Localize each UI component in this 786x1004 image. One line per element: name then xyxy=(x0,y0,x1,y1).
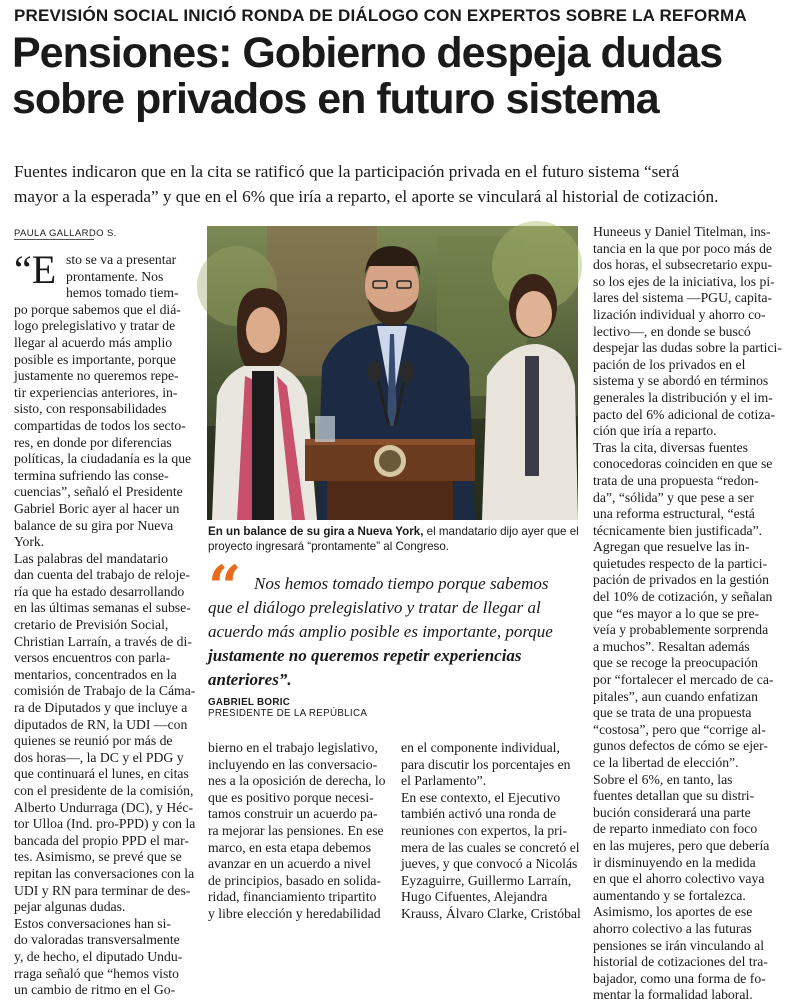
text-line: Las palabras del mandatario xyxy=(14,550,168,566)
text-line: en que el ahorro colectivo vaya xyxy=(593,871,765,887)
text-line: y, de hecho, el diputado Undu- xyxy=(14,948,183,964)
text-line: rraga señaló que “hemos visto xyxy=(14,965,179,981)
text-line: bancada del propio PPD el mar- xyxy=(14,832,189,848)
text-line: despejar las dudas sobre la partici- xyxy=(593,340,782,356)
text-line: ir disminuyendo en la medida xyxy=(593,854,756,870)
text-line: a muchos”. Resaltan además xyxy=(593,638,750,654)
text-line: sisto, con responsabilidades xyxy=(14,401,167,417)
column-3 xyxy=(401,740,581,923)
text-line: versos encuentros con parla- xyxy=(14,650,171,666)
text-line: UDI y RN para terminar de des- xyxy=(14,882,191,898)
photo xyxy=(207,226,578,520)
drop-cap: “E xyxy=(14,247,57,292)
text-line: hemos tomado tiem- xyxy=(66,285,179,301)
pull-quote-line: anteriores”. xyxy=(208,670,292,689)
text-line: mentarios, concentrados en la xyxy=(14,666,177,682)
text-line: tir experiencias anteriores, in- xyxy=(14,384,178,400)
text-line: Asimismo, los aportes de ese xyxy=(593,904,753,920)
text-line: nes a la oposición de derecha, lo xyxy=(208,773,386,789)
text-line: técnicamente bien justificada”. xyxy=(593,522,763,538)
text-line: en el componente individual, xyxy=(401,740,560,755)
text-line: con el presidente de la comisión, xyxy=(14,783,194,798)
text-line: que es positivo porque necesi- xyxy=(208,789,374,805)
text-line: dan cuenta del trabajo de reloje- xyxy=(14,567,190,583)
text-line: pejar algunas dudas. xyxy=(14,899,126,915)
deck-line: mayor a la esperada” y que en el 6% que iría a reparto, el aporte se vinculará al historial de cotización. xyxy=(14,187,719,206)
text-line: y libre elección y heredabilidad xyxy=(208,905,381,921)
author-role: PRESIDENTE DE LA REPÚBLICA xyxy=(208,708,368,719)
headline-line: sobre privados en futuro sistema xyxy=(12,75,659,123)
text-line: tor Ulloa (Ind. pro-PPD) y con la xyxy=(14,816,196,832)
text-line: logo prelegislativo y tratar de xyxy=(14,318,176,334)
byline-rule xyxy=(14,239,94,240)
text-line: compartidas de todos los secto- xyxy=(14,417,186,433)
text-line: Christian Larraín, a través de di- xyxy=(14,633,192,649)
text-line: quietudes respecto de la partici- xyxy=(593,555,768,571)
text-line: que “es mayor a lo que se pre- xyxy=(593,605,760,621)
text-line: bución considerará una parte xyxy=(593,804,751,820)
text-line: justamente no queremos repe- xyxy=(14,368,179,384)
text-line: de reparto inmediato con foco xyxy=(593,821,758,837)
text-line: el Parlamento”. xyxy=(401,773,487,789)
text-line: dos horas, el subsecretario expu- xyxy=(593,257,773,273)
pull-quote-line: que el diálogo prelegislativo y tratar de llegar al xyxy=(208,598,541,617)
text-line: fuentes detallan que su distri- xyxy=(593,788,755,804)
text-line: ahorro colectivo a las futuras xyxy=(593,920,752,936)
text-line: ra de Diputados y que incluye a xyxy=(14,700,188,716)
text-line: una reforma estructural, “está xyxy=(593,506,755,522)
text-line: lectivo—, en donde se buscó xyxy=(593,323,751,339)
text-line: en las últimas semanas el subse- xyxy=(14,600,191,616)
pull-quote xyxy=(208,572,580,692)
text-line: políticas, la ciudadanía es la que xyxy=(14,451,192,467)
text-line: que se trata de una propuesta xyxy=(593,705,752,721)
text-line: dos horas—, la DC y el PDG y xyxy=(14,749,184,765)
text-line: pación de los privados en el xyxy=(593,356,746,372)
text-line: avanzar en un acuerdo a nivel xyxy=(208,856,372,872)
text-line: ridad, financiamiento tripartito xyxy=(208,889,377,905)
text-line: cretario de Previsión Social, xyxy=(14,617,169,633)
text-line: Estos conversaciones han si- xyxy=(14,915,171,931)
text-line: ción que iría a reparto. xyxy=(593,423,717,439)
text-line: bajador, como una forma de fo- xyxy=(593,970,766,986)
text-line: tancia en la que por poco más de xyxy=(593,240,773,256)
text-line: gunos defectos de cómo se ejer- xyxy=(593,738,768,754)
text-line: quienes se reunió por más de xyxy=(14,733,173,749)
column-4 xyxy=(593,224,782,1004)
text-line: que se recoge la preocupación xyxy=(593,655,758,671)
text-line: por “fortalecer el mercado de ca- xyxy=(593,672,774,688)
text-line: Gabriel Boric ayer al hacer un xyxy=(14,500,180,516)
text-line: po porque sabemos que el diá- xyxy=(14,301,181,317)
column-2 xyxy=(208,740,394,923)
text-line: do valoradas transversalmente xyxy=(14,932,180,948)
text-line: llegar al acuerdo más amplio xyxy=(14,334,173,350)
byline: PAULA GALLARDO S. xyxy=(14,228,117,239)
text-line: lización individual y ahorro co- xyxy=(593,306,766,322)
caption-line: proyecto ingresará “prontamente” al Congreso. xyxy=(208,540,450,553)
pull-quote-line: Nos hemos tomado tiempo porque sabemos xyxy=(254,574,549,593)
text-line: so los ejes de la iniciativa, los pi- xyxy=(593,273,775,289)
deck-line: Fuentes indicaron que en la cita se ratificó que la participación privada en el futuro sistema “será xyxy=(14,162,680,181)
pull-quote-line: justamente no queremos repetir experiencias xyxy=(208,646,522,665)
author-name: GABRIEL BORIC xyxy=(208,697,291,708)
text-line: ce la libertad de elección”. xyxy=(593,755,739,770)
text-line: incluyendo en las conversacio- xyxy=(208,756,378,772)
text-line: repitan las conversaciones con la xyxy=(14,865,195,881)
pull-quote-author xyxy=(208,697,367,719)
text-line: historial de cotizaciones del tra- xyxy=(593,954,768,970)
text-line: marco, en esta etapa debemos xyxy=(208,839,372,855)
text-line: balance de su gira por Nueva xyxy=(14,517,174,533)
text-line: en las mujeres, pero que debería xyxy=(593,837,770,853)
text-line: diputados de RN, la UDI —con xyxy=(14,716,188,732)
text-line: cuencias”, señaló el Presidente xyxy=(14,484,183,500)
kicker: PREVISIÓN SOCIAL INICIÓ RONDA DE DIÁLOGO CON EXPERTOS SOBRE LA REFORMA xyxy=(14,6,747,25)
text-line: pación de privados en la gestión xyxy=(593,572,769,588)
quote-mark-icon: “ xyxy=(208,553,242,621)
text-line: En ese contexto, el Ejecutivo xyxy=(401,789,561,805)
press-conference-photo xyxy=(207,226,578,520)
text-line: posible es importante, porque xyxy=(14,351,176,367)
text-line: tes. Asimismo, se prevé que se xyxy=(14,849,182,865)
text-line: “costosa”, pero que “corrige al- xyxy=(593,721,766,737)
text-line: res, en donde por diferencias xyxy=(14,434,172,450)
text-line: veía y probablemente sorprenda xyxy=(593,622,769,638)
caption-rest: el mandatario dijo ayer que el xyxy=(423,525,579,538)
text-line: pacto del 6% adicional de cotiza- xyxy=(593,406,776,422)
text-line: Eyzaguirre, Guillermo Larraín, xyxy=(401,872,572,888)
text-line: para discutir los porcentajes en xyxy=(401,756,571,772)
text-line: Alberto Undurraga (DC), y Héc- xyxy=(14,799,194,815)
text-line: sto se va a presentar xyxy=(66,252,177,267)
text-line: Tras la cita, diversas fuentes xyxy=(593,439,748,455)
text-line: sistema y se abordó en términos xyxy=(593,373,769,389)
text-line: del 10% de cotización, y señalan xyxy=(593,589,773,605)
text-line: termina sufriendo las conse- xyxy=(14,467,169,483)
text-line: prontamente. Nos xyxy=(66,268,164,284)
text-line: jueves, y que convocó a Nicolás xyxy=(401,856,578,872)
column-1 xyxy=(14,247,200,999)
caption-line xyxy=(208,524,580,539)
text-line: Huneeus y Daniel Titelman, ins- xyxy=(593,224,771,239)
text-line: York. xyxy=(14,534,45,550)
text-line: da”, “sólida” y que pese a ser xyxy=(593,489,754,505)
text-line: mera de las cuales se concretó el xyxy=(401,839,580,855)
text-line: pensiones se irán vinculando al xyxy=(593,937,765,953)
text-line: Sobre el 6%, en tanto, las xyxy=(593,771,733,787)
text-line: bierno en el trabajo legislativo, xyxy=(208,740,378,755)
text-line: conocedoras coinciden en que se xyxy=(593,456,773,472)
photo-caption xyxy=(208,524,580,554)
caption-bold: En un balance de su gira a Nueva York, xyxy=(208,525,424,538)
text-line: ría que ha estado desarrollando xyxy=(14,583,185,599)
text-line: generales la distribución y el im- xyxy=(593,389,773,405)
text-line: Krauss, Álvaro Clarke, Cristóbal xyxy=(401,905,581,921)
text-line: que continuará el lunes, en citas xyxy=(14,766,189,782)
pull-quote-line: acuerdo más amplio posible es importante, porque xyxy=(208,622,553,641)
text-line: reuniones con expertos, la pri- xyxy=(401,822,568,838)
text-line: aumentando y se fortalezca. xyxy=(593,887,746,903)
deck xyxy=(14,159,779,209)
text-line: trata de una propuesta “redon- xyxy=(593,472,759,488)
headline xyxy=(12,30,777,122)
text-line: también activó una ronda de xyxy=(401,806,557,822)
text-line: un cambio de ritmo en el Go- xyxy=(14,982,176,998)
headline-line: Pensiones: Gobierno despeja dudas xyxy=(12,29,723,77)
text-line: lares del sistema —PGU, capita- xyxy=(593,290,773,306)
text-line: ra mejorar las pensiones. En ese xyxy=(208,822,384,838)
text-line: pitales”, aun cuando enfatizan xyxy=(593,688,758,704)
text-line: mentar la formalidad laboral. xyxy=(593,987,753,1003)
text-line: Hugo Cifuentes, Alejandra xyxy=(401,889,548,905)
text-line: tamos construir un acuerdo pa- xyxy=(208,806,378,822)
text-line: de principios, basado en solida- xyxy=(208,872,381,888)
text-line: Agregan que resuelve las in- xyxy=(593,539,750,555)
text-line: comisión de Trabajo de la Cáma- xyxy=(14,683,196,699)
